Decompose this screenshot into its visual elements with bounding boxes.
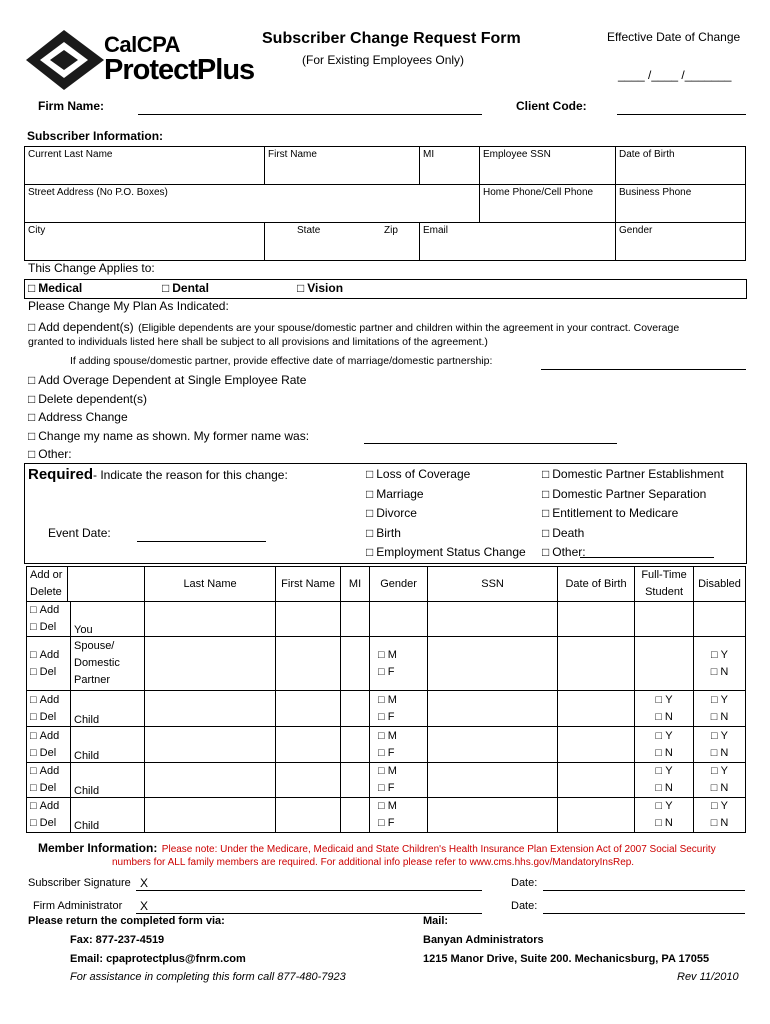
yes-checkbox[interactable]: □ Y [656,765,673,777]
mi-cell[interactable] [341,637,370,691]
female-checkbox[interactable]: □ F [378,817,394,829]
first-name-cell[interactable] [276,602,341,637]
relation-label: Child [71,763,145,798]
ssn-cell[interactable] [428,798,558,833]
header-text: Add or [30,569,63,581]
required-label: Required [28,466,94,483]
logo-diamond-icon [24,28,106,92]
mail-address: 1215 Manor Drive, Suite 200. Mechanicsburg, PA 17055 [423,953,710,965]
effective-date-label: Effective Date of Change [607,30,741,44]
assistance-text: For assistance in completing this form call 877-480-7923 [70,971,346,983]
no-checkbox[interactable]: □ N [711,747,729,759]
other-label: Other: [38,447,72,461]
member-info-label: Member Information: [38,841,158,855]
reason-label: Other: [552,545,586,559]
ssn-cell[interactable] [428,691,558,727]
zip-label: Zip [384,225,398,236]
add-checkbox[interactable]: □ Add [30,649,59,661]
yes-checkbox[interactable]: □ Y [711,694,728,706]
event-date-label: Event Date: [48,526,111,540]
home-phone-field[interactable] [480,185,616,223]
mi-cell[interactable] [341,602,370,637]
overage-label: Add Overage Dependent at Single Employee Rate [38,373,307,387]
reason-loss-of-coverage[interactable] [366,467,470,481]
dob-cell[interactable] [558,798,635,833]
revision-text: Rev 11/2010 [677,971,739,983]
reason-dp-separation[interactable] [542,487,706,501]
dental-checkbox[interactable] [162,281,209,295]
effective-date-field[interactable]: ____ /____ /_______ [618,68,732,82]
first-name-field[interactable] [265,147,420,185]
yes-checkbox[interactable]: □ Y [656,730,673,742]
add-del-cell[interactable] [27,763,71,798]
reason-label: Marriage [376,487,424,501]
add-delete-header [27,567,145,602]
gender-cell[interactable] [370,727,428,763]
dob-cell[interactable] [558,727,635,763]
reason-employment-status[interactable] [366,545,526,559]
dob-header: Date of Birth [558,567,635,602]
disabled-cell[interactable] [694,637,746,691]
mi-field[interactable] [420,147,480,185]
add-checkbox[interactable]: □ Add [30,694,59,706]
gender-field[interactable] [616,223,746,261]
add-dependent-label: Add dependent(s) [38,320,134,334]
ft-cell[interactable] [635,763,694,798]
business-phone-field[interactable] [616,185,746,223]
last-name-cell[interactable] [145,602,276,637]
relation-label: Child [71,798,145,833]
last-name-label: Current Last Name [28,149,113,160]
reason-dp-establishment[interactable] [542,467,724,481]
ft-student-header [635,567,694,602]
mail-name: Banyan Administrators [423,934,544,946]
yes-checkbox[interactable]: □ Y [656,694,673,706]
delete-dependent-label: Delete dependent(s) [38,392,147,406]
reason-label: Domestic Partner Establishment [552,467,724,481]
reason-label: Domestic Partner Separation [552,487,707,501]
business-phone-label: Business Phone [619,187,692,198]
first-name-cell[interactable] [276,637,341,691]
male-checkbox[interactable]: □ M [378,800,397,812]
last-name-cell[interactable] [145,691,276,727]
relation-label [71,637,145,691]
relation-text: Domestic [74,657,120,669]
state-zip-field[interactable] [265,223,420,261]
add-del-cell[interactable] [27,798,71,833]
disabled-cell[interactable] [694,691,746,727]
header-text: Full-Time [641,569,687,581]
disabled-header: Disabled [694,567,746,602]
subscriber-info-table [24,146,746,261]
male-checkbox[interactable]: □ M [378,649,397,661]
logo-line2: ProtectPlus [104,54,255,86]
relation-label: Child [71,691,145,727]
no-checkbox[interactable]: □ N [655,747,673,759]
female-checkbox[interactable]: □ F [378,747,394,759]
disabled-cell[interactable] [694,727,746,763]
event-date-field[interactable] [137,541,266,542]
no-checkbox[interactable]: □ N [711,817,729,829]
reason-label: Divorce [376,506,417,520]
ft-cell[interactable] [635,798,694,833]
return-label: Please return the completed form via: [28,915,225,927]
add-dependent-note-2: granted to individuals listed here shall be subject to all provisions and limitations of the agreement.) [28,336,488,348]
last-name-cell[interactable] [145,727,276,763]
add-checkbox[interactable]: □ Add [30,765,59,777]
header-text: Delete [30,586,62,598]
yes-checkbox[interactable]: □ Y [711,765,728,777]
del-checkbox[interactable]: □ Del [30,711,56,723]
relation-label: You [71,602,145,637]
address-change-checkbox[interactable] [28,410,128,424]
dependents-header-row [27,567,746,602]
male-checkbox[interactable]: □ M [378,765,397,777]
yes-checkbox[interactable]: □ Y [656,800,673,812]
gender-cell[interactable] [370,602,428,637]
female-checkbox[interactable]: □ F [378,782,394,794]
firm-admin-x: X [140,899,149,913]
reason-medicare[interactable] [542,506,678,520]
mail-label: Mail: [423,915,449,927]
form-subtitle: (For Existing Employees Only) [302,53,465,67]
fax-text: Fax: 877-237-4519 [70,934,165,946]
dob-cell[interactable] [558,602,635,637]
no-checkbox[interactable]: □ N [711,666,729,678]
disabled-cell[interactable] [694,602,746,637]
subscriber-date-field[interactable] [543,890,745,891]
reason-label: Birth [376,526,401,540]
gender-cell[interactable] [370,798,428,833]
dependents-table [26,566,746,833]
city-field[interactable] [25,223,265,261]
reason-divorce[interactable] [366,506,417,520]
state-label: State [297,225,321,236]
change-name-label: Change my name as shown. My former name was: [38,429,310,443]
ft-cell[interactable] [635,691,694,727]
delete-dependent-checkbox[interactable] [28,392,147,406]
gender-label: Gender [619,225,653,236]
add-checkbox[interactable]: □ Add [30,604,59,616]
ssn-cell[interactable] [428,637,558,691]
vision-label: Vision [307,281,344,295]
add-checkbox[interactable]: □ Add [30,800,59,812]
coverage-box [24,279,747,299]
disabled-cell[interactable] [694,763,746,798]
reason-marriage[interactable] [366,487,424,501]
dob-label: Date of Birth [619,149,675,160]
member-note-2: numbers for ALL family members are required. For additional info please refer to www.cms.hhs.gov/MandatoryInsRep. [112,857,635,868]
gender-header: Gender [370,567,428,602]
add-dependent-row [28,318,748,336]
table-row [27,798,746,833]
other-checkbox[interactable] [28,447,72,461]
relation-text: Spouse/ [74,640,115,652]
yes-checkbox[interactable]: □ Y [711,730,728,742]
add-del-cell[interactable] [27,727,71,763]
form-title: Subscriber Change Request Form [262,30,521,47]
reason-label: Entitlement to Medicare [552,506,679,520]
yes-checkbox[interactable]: □ Y [711,800,728,812]
subscriber-signature-x: X [140,876,149,890]
del-checkbox[interactable]: □ Del [30,621,56,633]
subscriber-signature-label: Subscriber Signature [28,877,131,889]
no-checkbox[interactable]: □ N [711,782,729,794]
ft-cell[interactable] [635,637,694,691]
first-name-cell[interactable] [276,691,341,727]
ssn-header: SSN [428,567,558,602]
table-row [27,727,746,763]
no-checkbox[interactable]: □ N [655,782,673,794]
gender-cell[interactable] [370,691,428,727]
firm-admin-label: Firm Administrator [33,900,123,912]
firm-name-label: Firm Name: [38,99,105,113]
table-row [27,602,746,637]
employee-ssn-label: Employee SSN [483,149,551,160]
no-checkbox[interactable]: □ N [711,711,729,723]
plan-change-label: Please Change My Plan As Indicated: [28,299,229,313]
subscriber-signature-field[interactable] [136,890,482,891]
firm-admin-date-label: Date: [511,900,538,912]
ft-cell[interactable] [635,727,694,763]
table-row [27,763,746,798]
table-row [27,691,746,727]
first-name-cell[interactable] [276,763,341,798]
mi-cell[interactable] [341,727,370,763]
dob-cell[interactable] [558,637,635,691]
male-checkbox[interactable]: □ M [378,730,397,742]
required-heading [28,466,288,484]
dental-label: Dental [172,281,209,295]
address-change-label: Address Change [38,410,128,424]
vision-checkbox[interactable] [297,281,343,295]
firm-admin-signature-field[interactable] [136,913,482,914]
female-checkbox[interactable]: □ F [378,666,394,678]
del-checkbox[interactable]: □ Del [30,817,56,829]
member-info [38,839,758,857]
firm-name-field[interactable] [138,114,482,115]
firm-admin-date-field[interactable] [543,913,745,914]
first-name-cell[interactable] [276,798,341,833]
table-row [27,637,746,691]
street-address-label: Street Address (No P.O. Boxes) [28,187,168,198]
calcpa-logo [24,28,254,92]
mi-header: MI [341,567,370,602]
mi-label: MI [423,149,435,160]
email-label: Email [423,225,449,236]
dob-cell[interactable] [558,763,635,798]
last-name-cell[interactable] [145,763,276,798]
medical-checkbox[interactable] [28,281,82,295]
no-checkbox[interactable]: □ N [655,817,673,829]
reason-label: Death [552,526,585,540]
ssn-cell[interactable] [428,763,558,798]
subscriber-date-label: Date: [511,877,538,889]
reason-label: Loss of Coverage [376,467,471,481]
del-checkbox[interactable]: □ Del [30,666,56,678]
spouse-date-field[interactable] [541,369,746,370]
spouse-note: If adding spouse/domestic partner, provide effective date of marriage/domestic partnership: [70,355,493,367]
client-code-field[interactable] [617,114,746,115]
disabled-cell[interactable] [694,798,746,833]
gender-cell[interactable] [370,637,428,691]
last-name-field[interactable] [25,147,265,185]
first-name-cell[interactable] [276,727,341,763]
reason-birth[interactable] [366,526,401,540]
email-text: Email: cpaprotectplus@fnrm.com [70,953,246,965]
city-label: City [28,225,46,236]
client-code-label: Client Code: [516,99,587,113]
header-text: Student [645,586,683,598]
yes-checkbox[interactable]: □ Y [711,649,728,661]
add-dependent-note: (Eligible dependents are your spouse/domestic partner and children within the agreement in your contract. Coverage [138,322,680,334]
add-del-cell[interactable] [27,691,71,727]
reason-label: Employment Status Change [376,545,526,559]
mi-cell[interactable] [341,763,370,798]
reason-other-field[interactable] [580,557,714,558]
first-name-label: First Name [268,149,317,160]
relation-text: Partner [74,674,111,686]
ssn-cell[interactable] [428,727,558,763]
mi-cell[interactable] [341,691,370,727]
relation-label: Child [71,727,145,763]
add-dependent-checkbox[interactable] [28,320,134,334]
required-text: - Indicate the reason for this change: [93,468,288,482]
no-checkbox[interactable]: □ N [655,711,673,723]
overage-checkbox[interactable] [28,373,306,387]
del-checkbox[interactable]: □ Del [30,782,56,794]
email-field[interactable] [420,223,616,261]
home-phone-label: Home Phone/Cell Phone [483,187,594,198]
reason-death[interactable] [542,526,584,540]
change-name-checkbox[interactable] [28,429,309,443]
dob-field[interactable] [616,147,746,185]
first-name-header: First Name [276,567,341,602]
add-del-cell[interactable] [27,637,71,691]
applies-to-label: This Change Applies to: [28,261,155,275]
logo-line1: CalCPA [104,32,181,57]
add-checkbox[interactable]: □ Add [30,730,59,742]
ft-cell[interactable] [635,602,694,637]
medical-label: Medical [38,281,83,295]
former-name-field[interactable] [364,443,617,444]
subscriber-info-label: Subscriber Information: [27,129,164,143]
employee-ssn-field[interactable] [480,147,616,185]
last-name-cell[interactable] [145,798,276,833]
mi-cell[interactable] [341,798,370,833]
add-del-cell[interactable] [27,602,71,637]
del-checkbox[interactable]: □ Del [30,747,56,759]
female-checkbox[interactable]: □ F [378,711,394,723]
last-name-header: Last Name [145,567,276,602]
male-checkbox[interactable]: □ M [378,694,397,706]
street-address-field[interactable] [25,185,480,223]
last-name-cell[interactable] [145,637,276,691]
ssn-cell[interactable] [428,602,558,637]
gender-cell[interactable] [370,763,428,798]
member-note-1: Please note: Under the Medicare, Medicaid and State Children's Health Insurance Plan Extension Act of 2007 Social Security [161,844,716,855]
dob-cell[interactable] [558,691,635,727]
